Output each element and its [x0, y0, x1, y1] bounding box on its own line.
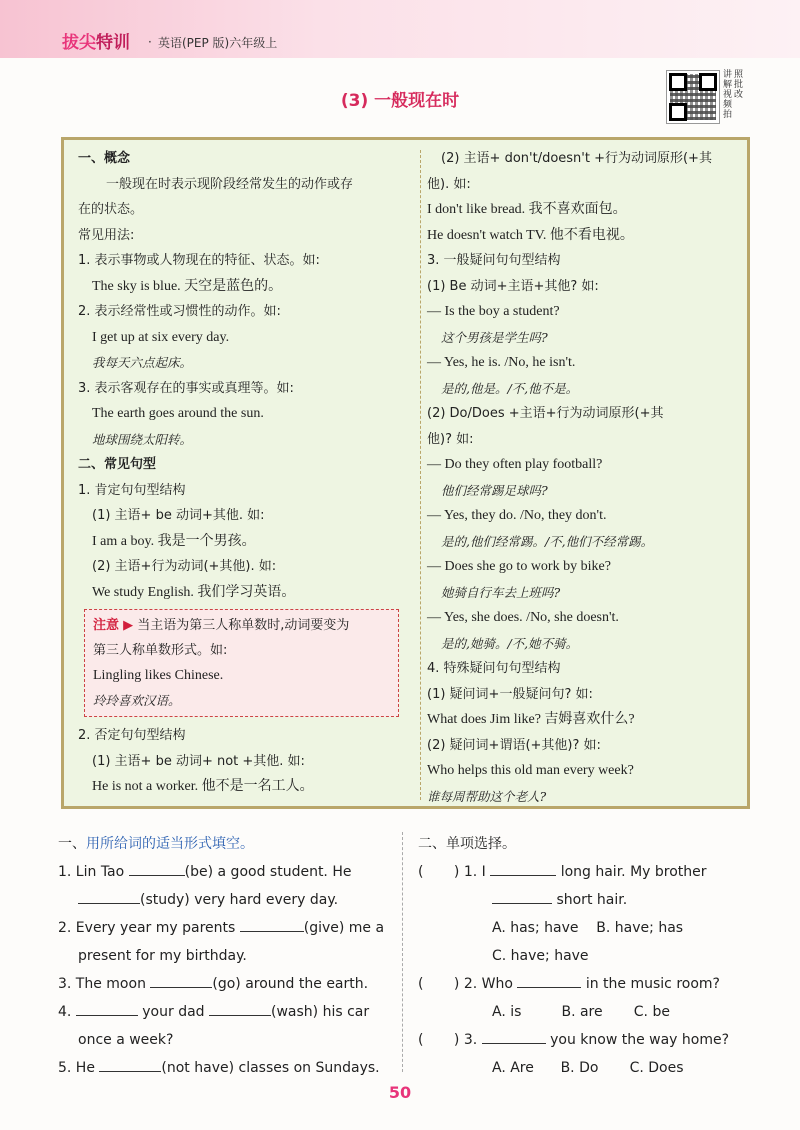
section-heading: 二、常见句型 — [78, 457, 157, 472]
question-2: 2. Every year my parents (give) me a — [58, 914, 392, 942]
question-1: 1. Lin Tao (be) a good student. He — [58, 858, 392, 886]
example-translation: 谁每周帮助这个老人? — [427, 788, 547, 804]
pattern: (1) 疑问词+一般疑问句? 如: — [427, 686, 593, 702]
caution-tag: 注意 — [93, 618, 120, 633]
pattern: (2) 主语+行为动词(+其他). 如: — [92, 559, 277, 574]
pattern-heading: 1. 肯定句句型结构 — [78, 482, 186, 498]
example: — Do they often play football? — [427, 457, 603, 472]
pattern: (1) Be 动词+主语+其他? 如: — [427, 278, 599, 294]
question-2-cont: present for my birthday. — [78, 948, 247, 964]
mc-options[interactable]: A. is B. are C. be — [492, 1004, 670, 1020]
example-translation: 他们经常踢足球吗? — [441, 482, 548, 498]
exercise-title: 二、单项选择。 — [418, 836, 516, 852]
example: He doesn't watch TV. 他不看电视。 — [427, 227, 634, 243]
qr-code[interactable] — [666, 70, 720, 124]
caution-box: 注意 ▶ 当主语为第三人称单数时,动词要变为 第三人称单数形式。如: Lingling likes Chinese. 玲玲喜欢汉语。 — [84, 609, 399, 717]
pattern-heading: 2. 否定句句型结构 — [78, 728, 186, 743]
answer-blank[interactable] — [129, 861, 185, 876]
answer-blank[interactable] — [482, 1029, 546, 1044]
pattern-heading: 3. 一般疑问句句型结构 — [427, 253, 561, 268]
mc-question-1-cont: short hair. — [418, 886, 758, 914]
mc-options[interactable]: A. Are B. Do C. Does — [492, 1060, 684, 1076]
usage-item: 3. 表示客观存在的事实或真理等。如: — [78, 380, 294, 396]
answer-slot[interactable] — [428, 862, 454, 876]
question-4: 4. your dad (wash) his car — [58, 998, 392, 1026]
example: — Yes, she does. /No, she doesn't. — [427, 610, 619, 625]
mc-options[interactable]: C. have; have — [492, 948, 589, 964]
notes-right-column — [427, 146, 747, 809]
answer-blank[interactable] — [76, 1001, 138, 1016]
example: Who helps this old man every week? — [427, 763, 634, 778]
example: He is not a worker. 他不是一名工人。 — [92, 779, 314, 794]
pattern: (2) 主语+ don't/doesn't +行为动词原形(+其 — [441, 151, 712, 166]
answer-blank[interactable] — [150, 973, 212, 988]
exercise-title: 一、用所给词的适当形式填空。 — [58, 836, 254, 852]
example-translation: 她骑自行车去上班吗? — [441, 584, 561, 600]
usage-item: 1. 表示事物或人物现在的特征、状态。如: — [78, 253, 320, 268]
question-1-cont: (study) very hard every day. — [58, 886, 392, 914]
answer-slot[interactable] — [428, 1030, 454, 1044]
section-heading: 一、概念 — [78, 151, 131, 166]
question-5: 5. He (not have) classes on Sundays. — [58, 1054, 392, 1082]
exercise-divider — [402, 832, 403, 1072]
example-translation: 这个男孩是学生吗? — [441, 329, 548, 345]
example: — Is the boy a student? — [427, 304, 560, 319]
pattern: 他)? 如: — [427, 431, 474, 447]
example: — Yes, he is. /No, he isn't. — [427, 355, 576, 370]
question-4-cont: once a week? — [78, 1032, 174, 1048]
answer-blank[interactable] — [209, 1001, 271, 1016]
answer-blank[interactable] — [490, 861, 556, 876]
qr-caption: 讲 解 视 频 拍 照 批 改 — [722, 70, 743, 120]
header-dot: · — [148, 35, 152, 49]
example: The earth goes around the sun. — [92, 406, 264, 421]
caution-arrow-icon: ▶ — [123, 618, 134, 633]
page-number: 50 — [388, 1083, 412, 1102]
example-translation: 是的,他们经常踢。/不,他们不经常踢。 — [441, 533, 654, 549]
notes-box — [61, 137, 750, 809]
exercise-multiple-choice — [418, 830, 758, 1082]
mc-options[interactable]: A. has; have B. have; has — [492, 920, 684, 936]
example: I don't like bread. 我不喜欢面包。 — [427, 202, 627, 217]
example: — Yes, they do. /No, they don't. — [427, 508, 607, 523]
pattern: (1) 主语+ be 动词+其他. 如: — [92, 508, 265, 523]
example: We study English. 我们学习英语。 — [92, 584, 296, 600]
notes-left-column — [78, 146, 423, 800]
example: I get up at six every day. — [92, 329, 230, 345]
mc-question-2: ( ) 2. Who in the music room? — [418, 970, 758, 998]
mc-question-1: ( ) 1. I long hair. My brother — [418, 858, 758, 886]
pattern: (2) 疑问词+谓语(+其他)? 如: — [427, 737, 601, 753]
pattern-heading: 4. 特殊疑问句句型结构 — [427, 661, 561, 676]
answer-blank[interactable] — [99, 1057, 161, 1072]
answer-blank[interactable] — [78, 889, 140, 904]
subject-label: 英语(PEP 版)六年级上 — [158, 36, 278, 50]
example: The sky is blue. 天空是蓝色的。 — [92, 278, 283, 294]
pattern: 他). 如: — [427, 176, 471, 192]
example-translation: 是的,他是。/不,他不是。 — [441, 380, 579, 396]
example-translation: 我每天六点起床。 — [92, 355, 193, 370]
pattern: (1) 主语+ be 动词+ not +其他. 如: — [92, 753, 305, 769]
example: I am a boy. 我是一个男孩。 — [92, 533, 256, 549]
example-translation: 地球围绕太阳转。 — [92, 431, 193, 447]
answer-blank[interactable] — [492, 889, 552, 904]
answer-blank[interactable] — [240, 917, 304, 932]
exercise-fill-in — [58, 830, 392, 1082]
question-3: 3. The moon (go) around the earth. — [58, 970, 392, 998]
answer-blank[interactable] — [517, 973, 581, 988]
brand-logo: 拔尖特训 — [62, 33, 130, 53]
usage-heading: 常见用法: — [78, 227, 135, 243]
lesson-title: (3) 一般现在时 — [340, 91, 460, 111]
example-translation: 是的,她骑。/不,她不骑。 — [441, 635, 579, 651]
answer-slot[interactable] — [428, 974, 454, 988]
example: — Does she go to work by bike? — [427, 559, 611, 574]
mc-question-3: ( ) 3. you know the way home? — [418, 1026, 758, 1054]
example: What does Jim like? 吉姆喜欢什么? — [427, 712, 635, 727]
concept-text: 在的状态。 — [78, 202, 144, 217]
pattern: (2) Do/Does +主语+行为动词原形(+其 — [427, 406, 664, 421]
usage-item: 2. 表示经常性或习惯性的动作。如: — [78, 304, 281, 319]
concept-text: 一般现在时表示现阶段经常发生的动作或存 — [106, 176, 354, 192]
